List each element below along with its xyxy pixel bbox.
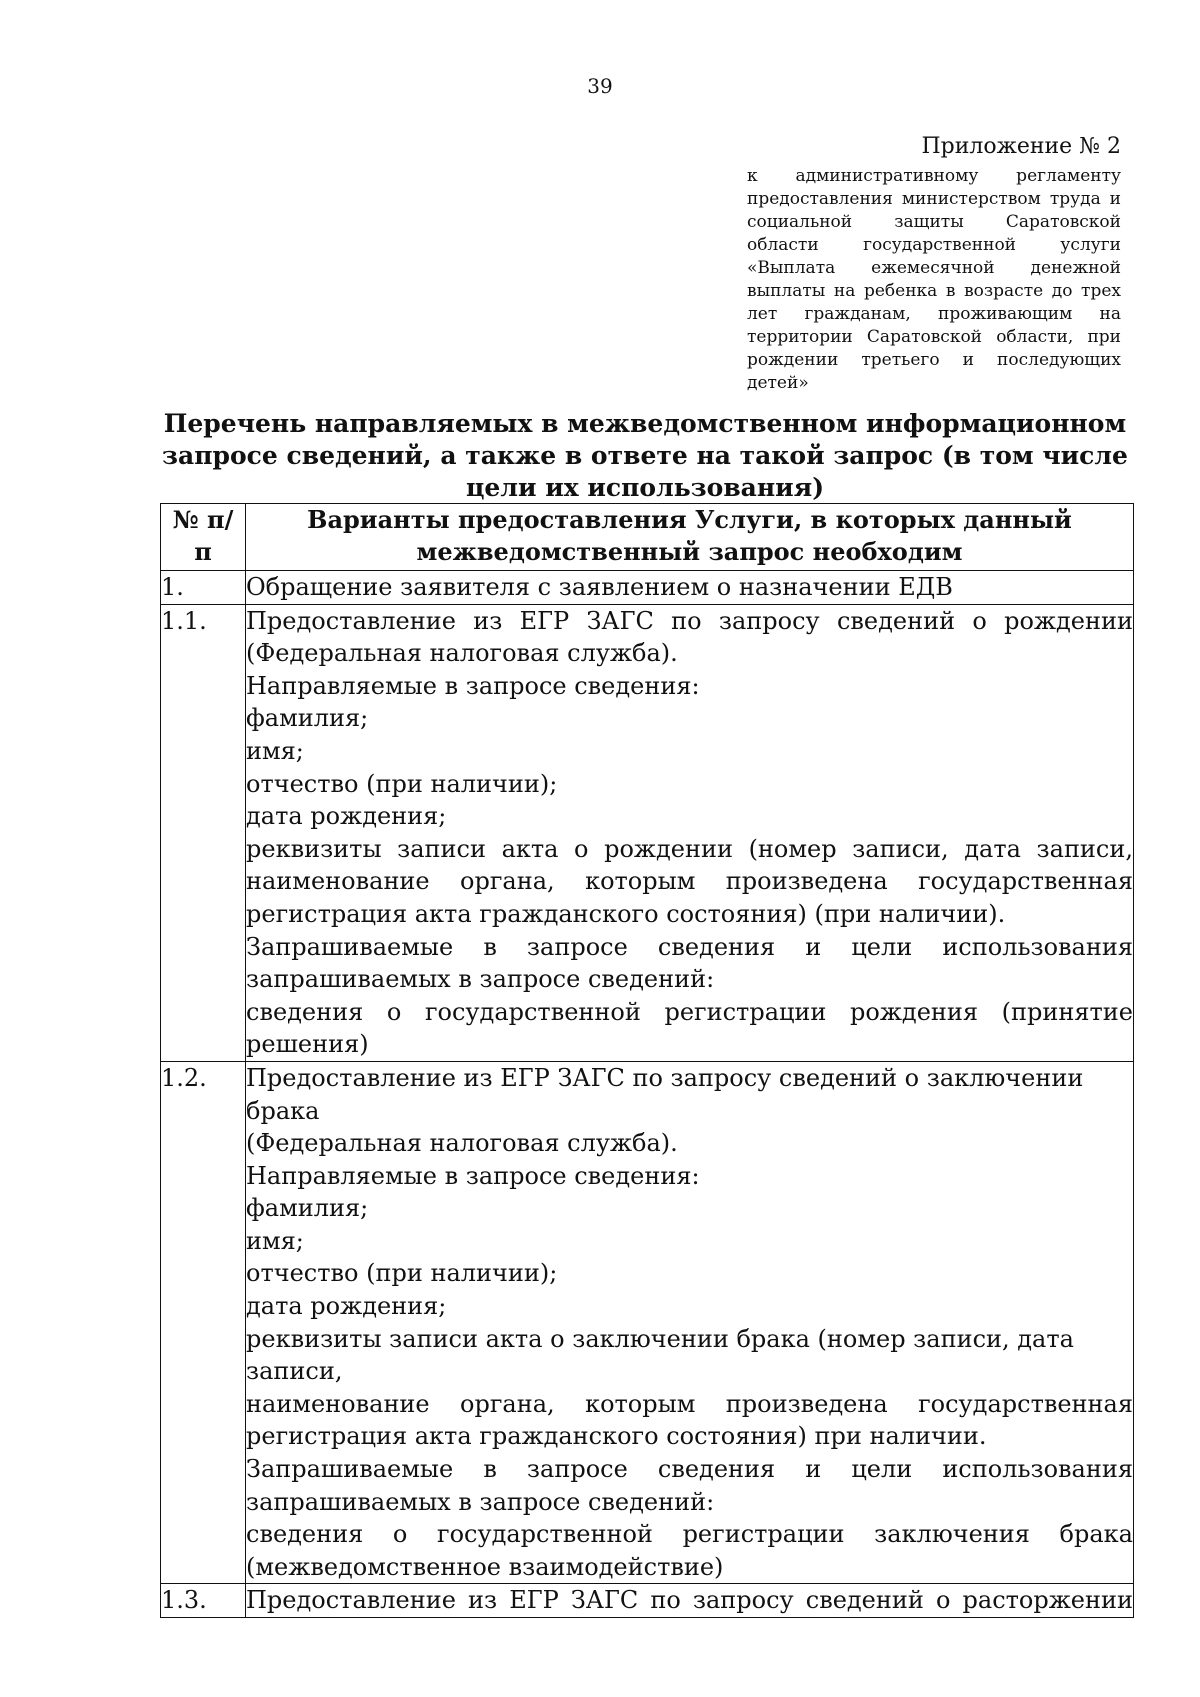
row-content: [246, 1061, 1134, 1584]
content-line: Запрашиваемые в запросе сведения и цели использования: [246, 932, 1133, 961]
row-number: 1.3.: [161, 1584, 246, 1618]
content-line: Направляемые в запросе сведения:: [246, 1161, 700, 1190]
content-line: (Федеральная налоговая служба).: [246, 1129, 678, 1158]
content-line: Предоставление из ЕГР ЗАГС по запросу сведений о расторжении: [246, 1586, 1133, 1615]
content-line: Направляемые в запросе сведения:: [246, 671, 700, 700]
appendix-title: Приложение № 2: [921, 134, 1121, 159]
content-line: (межведомственное взаимодействие): [246, 1552, 724, 1581]
header-number: № п/п: [161, 504, 246, 571]
content-line: сведения о государственной регистрации рождения (принятие: [246, 997, 1133, 1026]
content-line: реквизиты записи акта о рождении (номер записи, дата записи,: [246, 834, 1133, 863]
content-line: дата рождения;: [246, 802, 447, 831]
content-line: фамилия;: [246, 704, 369, 733]
table-body: [161, 571, 1134, 1618]
content-line: запрашиваемых в запросе сведений:: [246, 1487, 715, 1516]
row-number: 1.2.: [161, 1061, 246, 1584]
content-line: отчество (при наличии);: [246, 769, 558, 798]
content-line: фамилия;: [246, 1194, 369, 1223]
content-line: наименование органа, которым произведена государственная: [246, 867, 1133, 896]
content-line: дата рождения;: [246, 1292, 447, 1321]
requests-table: [160, 503, 1134, 1618]
table-row: [161, 1584, 1134, 1618]
page-number: 39: [587, 74, 613, 98]
appendix-block: [747, 134, 1121, 395]
row-content: [246, 604, 1134, 1061]
content-line: имя;: [246, 736, 304, 765]
document-title: Перечень направляемых в межведомственном информационном запросе сведений, а также в ответе на такой запрос (в том числе цели их использования): [162, 409, 1128, 502]
content-line: Предоставление из ЕГР ЗАГС по запросу сведений о заключении брака: [246, 1063, 1084, 1125]
content-line: наименование органа, которым произведена государственная: [246, 1389, 1133, 1418]
content-line: решения): [246, 1030, 369, 1059]
appendix-text: к административному регламенту предоставления министерством труда и социальной защиты Саратовской области государственной услуги «Выплата ежемесячной денежной выплаты на ребенка в возрасте до трех лет гражданам, проживающим на территории Саратовской области, при рождении третьего и последующих детей»: [747, 166, 1121, 393]
content-line: регистрация акта гражданского состояния) (при наличии).: [246, 899, 1006, 928]
content-line: имя;: [246, 1226, 304, 1255]
header-variants: Варианты предоставления Услуги, в которых данный межведомственный запрос необходим: [246, 504, 1134, 571]
table-row: [161, 604, 1134, 1061]
content-line: регистрация акта гражданского состояния) при наличии.: [246, 1422, 987, 1451]
content-line: Запрашиваемые в запросе сведения и цели использования: [246, 1455, 1133, 1484]
row-number: 1.1.: [161, 604, 246, 1061]
content-line: отчество (при наличии);: [246, 1259, 558, 1288]
table-row: [161, 1061, 1134, 1584]
row-content: [246, 571, 1134, 605]
content-line: сведения о государственной регистрации заключения брака: [246, 1520, 1133, 1549]
row-content: [246, 1584, 1134, 1618]
table-row: [161, 571, 1134, 605]
row-number: 1.: [161, 571, 246, 605]
content-line: запрашиваемых в запросе сведений:: [246, 965, 715, 994]
content-line: реквизиты записи акта о заключении брака (номер записи, дата записи,: [246, 1324, 1074, 1386]
content-line: Обращение заявителя с заявлением о назначении ЕДВ: [246, 573, 953, 601]
content-line: (Федеральная налоговая служба).: [246, 639, 678, 668]
content-line: Предоставление из ЕГР ЗАГС по запросу сведений о рождении: [246, 606, 1133, 635]
table-header-row: [161, 504, 1134, 571]
